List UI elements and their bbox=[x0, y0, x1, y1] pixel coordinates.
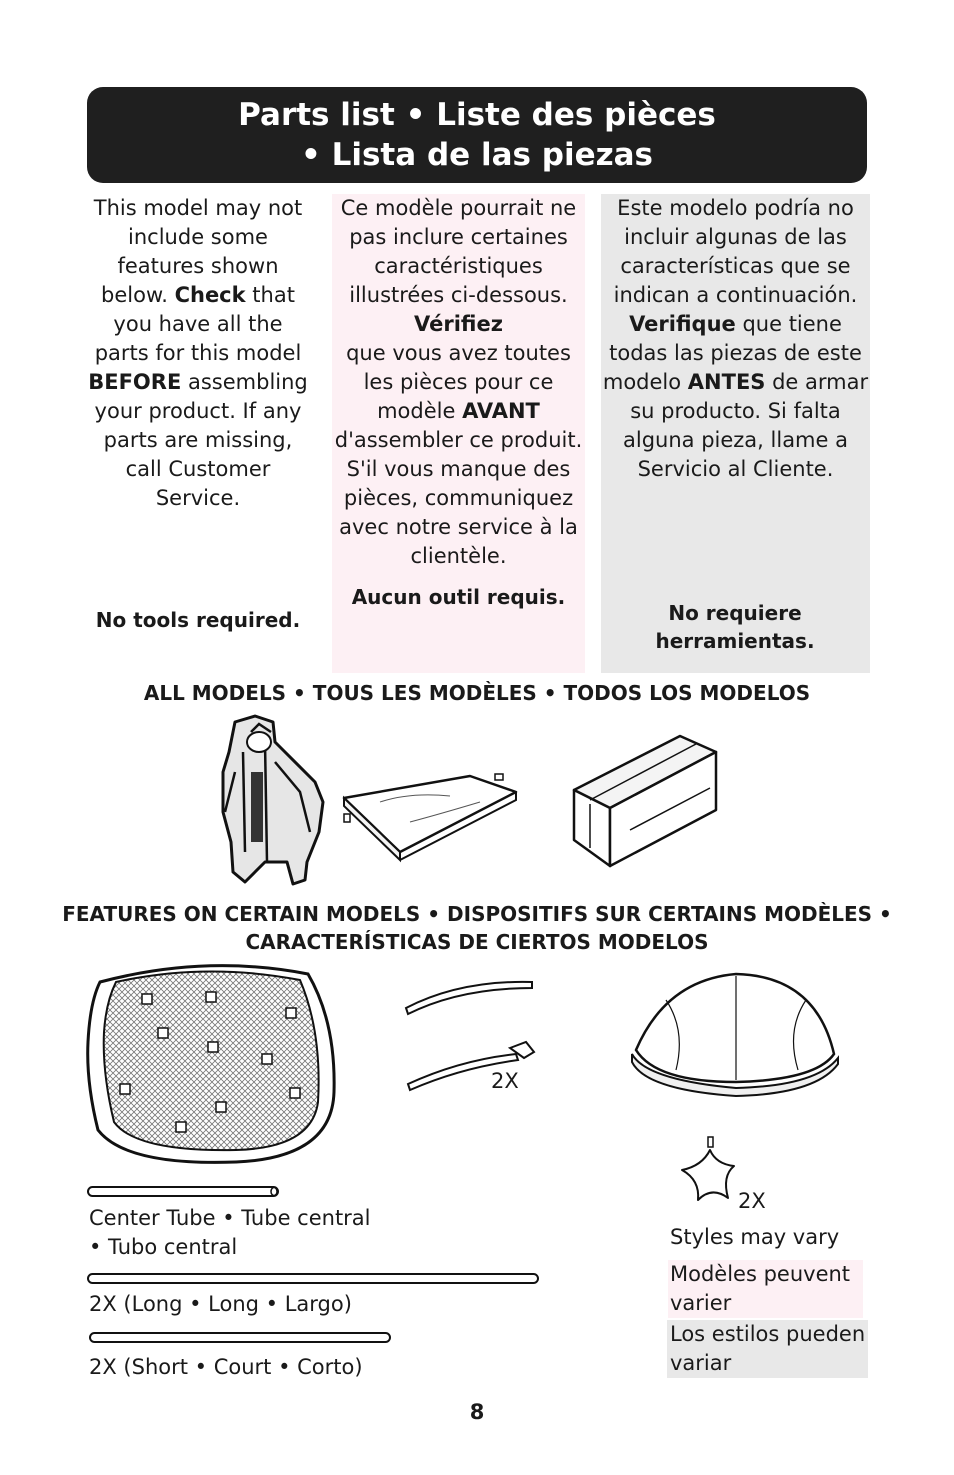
parts-list-banner bbox=[87, 87, 867, 183]
intro-french bbox=[332, 194, 585, 673]
star-toy-quantity: 2X bbox=[738, 1189, 766, 1213]
intro-en-text-b: that you have all the parts for this model bbox=[94, 283, 302, 365]
all-models-heading: ALL MODELS • TOUS LES MODÈLES • TODOS LOS MODELOS bbox=[143, 681, 811, 705]
no-tools-spanish: No requiere herramientas. bbox=[655, 601, 815, 653]
bassinet-illustration bbox=[86, 962, 338, 1168]
center-tube-illustration bbox=[86, 1184, 282, 1200]
mattress-illustration bbox=[340, 762, 520, 862]
styles-vary-french: Modèles peuvent varier bbox=[668, 1260, 863, 1318]
intro-fr-bold-avant: AVANT bbox=[462, 399, 540, 423]
intro-es-bold-antes: ANTES bbox=[687, 370, 766, 394]
no-tools-french: Aucun outil requis. bbox=[351, 585, 566, 609]
long-tubes-label: 2X (Long • Long • Largo) bbox=[89, 1292, 352, 1316]
banner-title-line1: Parts list • Liste des pièces bbox=[238, 97, 716, 133]
styles-vary-english: Styles may vary bbox=[670, 1225, 840, 1249]
star-toy-icon bbox=[676, 1136, 742, 1208]
intro-fr-text-b: que vous avez toutes les pièces pour ce modèle bbox=[346, 341, 571, 423]
carry-bag-illustration bbox=[570, 730, 720, 870]
long-tube-illustration bbox=[86, 1270, 542, 1286]
page-number: 8 bbox=[469, 1400, 485, 1424]
canopy-illustration bbox=[626, 970, 842, 1098]
intro-es-bold-verifique: Verifique bbox=[629, 312, 736, 336]
intro-en-text-a: This model may not include some features shown below. bbox=[93, 196, 303, 307]
features-heading: FEATURES ON CERTAIN MODELS • DISPOSITIFS SUR CERTAINS MODÈLES • CARACTERÍSTICAS DE CIERTOS MODELOS bbox=[62, 902, 892, 954]
playard-frame-illustration bbox=[215, 712, 330, 890]
short-tube-illustration bbox=[88, 1330, 394, 1346]
intro-fr-bold-verifiez: Vérifiez bbox=[414, 312, 503, 336]
canopy-arms-quantity: 2X bbox=[491, 1069, 519, 1093]
intro-es-text-c: de armar su producto. Si falta alguna pieza, llame a Servicio al Cliente. bbox=[623, 370, 869, 481]
styles-vary-spanish: Los estilos pueden variar bbox=[667, 1320, 868, 1378]
intro-en-bold-check: Check bbox=[174, 283, 246, 307]
intro-es-text-b: que tiene todas las piezas de este modelo bbox=[602, 312, 862, 394]
banner-title-line2: • Lista de las piezas bbox=[300, 137, 654, 173]
intro-en-text-c: assembling your product. If any parts are missing, call Customer Service. bbox=[94, 370, 308, 510]
intro-fr-text-a: Ce modèle pourrait ne pas inclure certaines caractéristiques illustrées ci-dessous. bbox=[340, 196, 577, 307]
short-tubes-label: 2X (Short • Court • Corto) bbox=[89, 1355, 363, 1379]
canopy-arms-illustration bbox=[400, 972, 540, 1092]
intro-english bbox=[88, 194, 308, 513]
intro-es-text-a: Este modelo podría no incluir algunas de las características que se indican a continuación. bbox=[613, 196, 858, 307]
intro-en-bold-before: BEFORE bbox=[88, 370, 182, 394]
no-tools-english: No tools required. bbox=[95, 608, 301, 632]
intro-fr-text-c: d'assembler ce produit. S'il vous manque des pièces, communiquez avec notre service à la clientèle. bbox=[334, 428, 583, 568]
center-tube-label: Center Tube • Tube central • Tubo central bbox=[89, 1206, 371, 1259]
